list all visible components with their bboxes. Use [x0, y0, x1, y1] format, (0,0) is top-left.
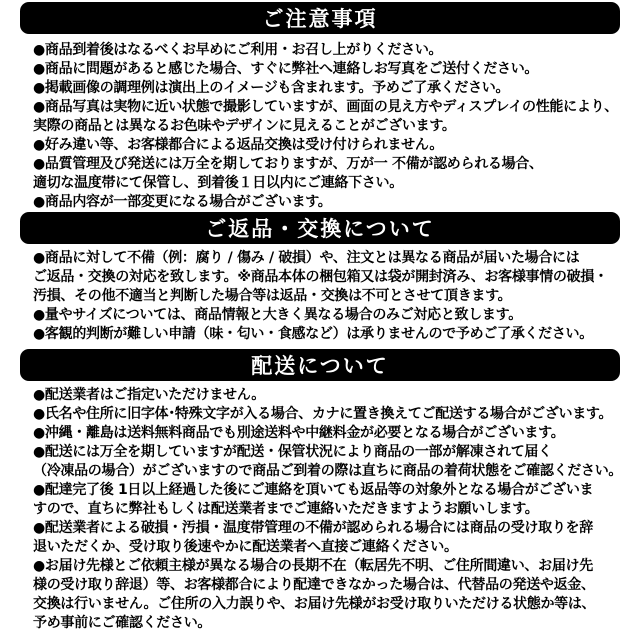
notice-line: ●量やサイズについては、商品情報と大きく異なる場合のみご対応と致します。	[33, 307, 522, 323]
notice-line-continuation: すので、直ちに弊社もしくは配送業者までご連絡いただきますようお願いします。	[33, 501, 539, 517]
section-notes-title: ご注意事項	[262, 7, 378, 31]
section-shipping	[0, 349, 640, 633]
section-returns	[0, 212, 640, 344]
section-returns-body	[0, 244, 640, 344]
notice-line: ●お届け先様とご依頼主様が異なる場合の長期不在（転居先不明、ご住所間違い、お届け先	[33, 558, 593, 574]
notice-line: ●商品内容が一部変更になる場合がございます。	[33, 194, 332, 210]
section-notes-header	[20, 2, 620, 34]
notice-line-continuation: （冷凍品の場合）がございますので商品ご到着の際は直ちに商品の着荷状態をご確認ください。	[33, 463, 623, 479]
notice-line: ●商品写真は実物に近い状態で撮影していますが、画面の見え方やディスプレイの性能により、	[33, 99, 618, 115]
section-shipping-header	[20, 349, 620, 381]
section-returns-title: ご返品・交換について	[205, 217, 435, 241]
notice-line: ●客観的判断が難しい申請（味・匂い・食感など）は承りませんので予めご了承ください。	[33, 326, 593, 342]
notice-line: ●配送業者はご指定いただけません。	[33, 387, 265, 403]
notice-line-continuation: 汚損、その他不適当と判断した場合等は返品・交換は不可とさせて頂きます。	[33, 288, 512, 304]
notice-line-continuation: ご返品・交換の対応を致します。※商品本体の梱包箱又は袋が開封済み、お客様事情の破損・	[33, 269, 608, 285]
notice-line: ●商品に問題があると感じた場合、すぐに弊社へ連絡しお写真をご送付ください。	[33, 61, 539, 77]
notice-line-continuation: 適切な温度帯にて保管し、到着後１日以内にご連絡下さい。	[33, 175, 403, 191]
notice-line: ●品質管理及び発送には万全を期しておりますが、万が一 不備が認められる場合、	[33, 156, 543, 172]
notice-line-continuation: 実際の商品とは異なるお色味やデザインに見えることがございます。	[33, 118, 456, 134]
notice-line-continuation: 予め事前にご確認ください。	[33, 615, 212, 631]
notice-line-continuation: 退いただくか、受け取り後速やかに配送業者へ直接ご連絡ください。	[33, 539, 458, 555]
notice-line: ●商品に対して不備（例：腐り / 傷み / 破損）や、注文とは異なる商品が届いた場合には	[33, 250, 580, 266]
notice-line: ●掲載画像の調理例は演出上のイメージも含まれます。予めご了承ください。	[33, 80, 510, 96]
notice-line: ●配送業者による破損・汚損・温度帯管理の不備が認められる場合には商品の受け取りを辞	[33, 520, 593, 536]
notice-line: ●沖縄・離島は送料無料商品でも別途送料や中継料金が必要となる場合がございます。	[33, 425, 565, 441]
section-shipping-body	[0, 381, 640, 633]
notice-line: ●氏名や住所に旧字体･特殊文字が入る場合、カナに置き換えてご配送する場合がございます。	[33, 406, 613, 422]
section-returns-header	[20, 212, 620, 244]
section-notes-body	[0, 34, 640, 212]
notice-line: ●配達完了後 1日以上経過した後にご連絡を頂いても返品等の対象外となる場合がございま	[33, 482, 594, 498]
section-notes	[0, 2, 640, 212]
notice-line: ●配送には万全を期していますが配送・保管状況により商品の一部が解凍されて届く	[33, 444, 552, 460]
section-shipping-title: 配送について	[251, 354, 389, 378]
notice-line-continuation: 交換は行いません。ご住所の入力誤りや、お届け先様がお受け取りいただける状態か等は、	[33, 596, 596, 612]
notice-line-continuation: 様の受け取り辞退）等、お客様都合により配達できなかった場合は、代替品の発送や返金、	[33, 577, 595, 593]
notice-line: ●商品到着後はなるべくお早めにご利用・お召し上がりください。	[33, 42, 443, 58]
notice-line: ●好み違い等、お客様都合による返品交換は受け付けられません。	[33, 137, 444, 153]
